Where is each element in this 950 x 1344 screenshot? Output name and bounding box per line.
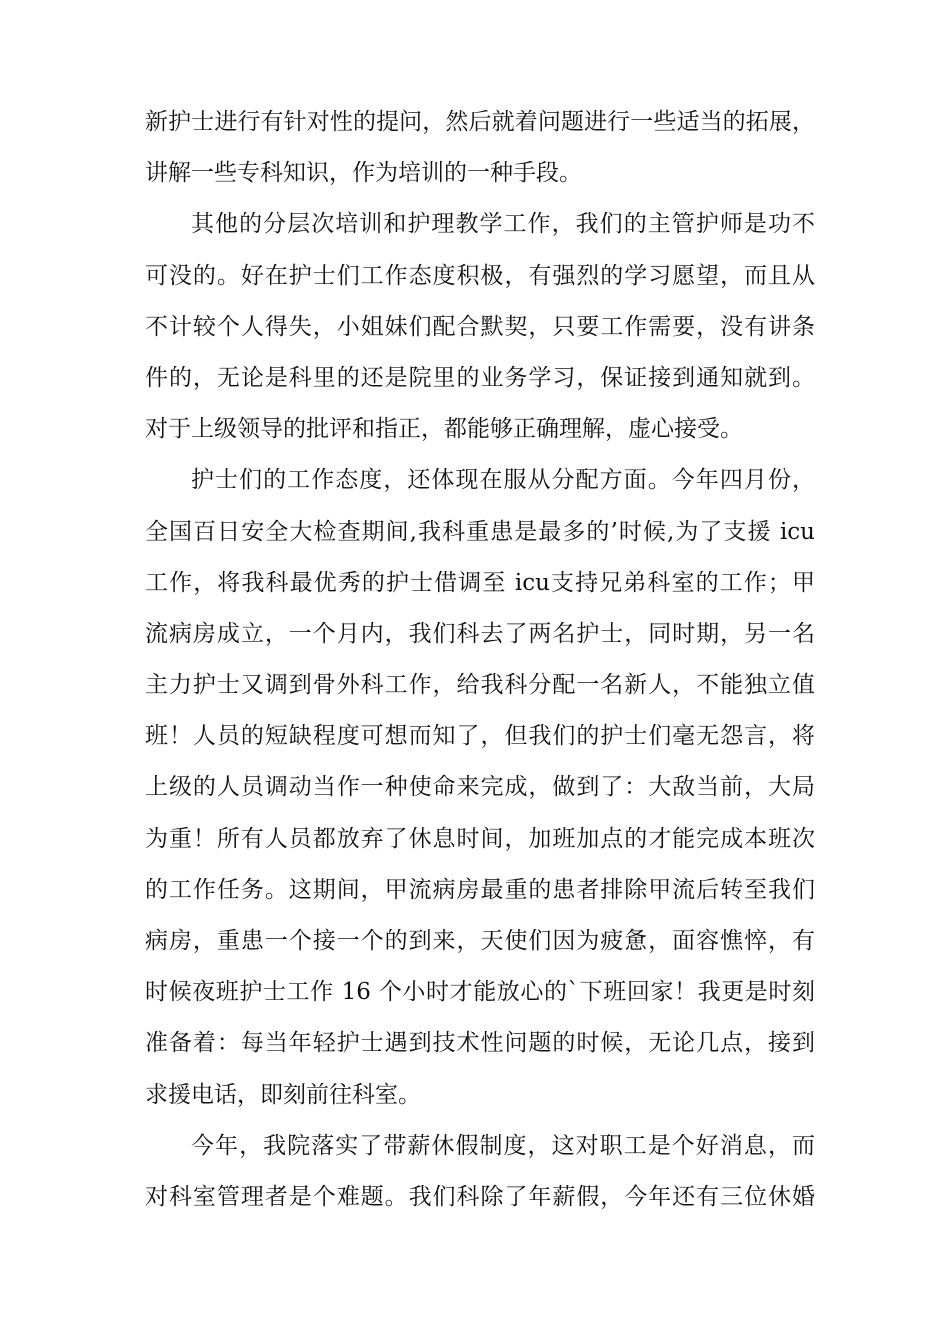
text-line: 准备着：每当年轻护士遇到技术性问题的时候，无论几点，接到 bbox=[145, 1030, 815, 1057]
text-line: 对科室管理者是个难题。我们科除了年薪假，今年还有三位休婚 bbox=[145, 1183, 815, 1210]
text-line: 其他的分层次培训和护理教学工作，我们的主管护师是功不 bbox=[191, 211, 815, 238]
paragraph-1 bbox=[145, 97, 815, 199]
text-line: 全国百日安全大检查期间,我科重患是最多的’时候,为了支援 icu bbox=[145, 518, 815, 545]
text-line: 件的，无论是科里的还是院里的业务学习，保证接到通知就到。 bbox=[145, 364, 815, 391]
text-line: 病房，重患一个接一个的到来，天使们因为疲惫，面容憔悴，有 bbox=[145, 928, 815, 954]
text-line: 今年，我院落实了带薪休假制度，这对职工是个好消息，而 bbox=[191, 1132, 815, 1159]
text-line: 上级的人员调动当作一种使命来完成，做到了：大敌当前，大局 bbox=[145, 774, 815, 801]
document-body bbox=[145, 97, 815, 1223]
text-line: 的工作任务。这期间，甲流病房最重的患者排除甲流后转至我们 bbox=[145, 876, 815, 903]
paragraph-4 bbox=[145, 1121, 815, 1223]
text-line: 班！人员的短缺程度可想而知了，但我们的护士们毫无怨言，将 bbox=[145, 723, 815, 750]
text-line: 对于上级领导的批评和指正，都能够正确理解，虚心接受。 bbox=[145, 416, 743, 443]
text-line: 为重！所有人员都放弃了休息时间，加班加点的才能完成本班次 bbox=[145, 825, 815, 852]
text-line: 流病房成立，一个月内，我们科去了两名护士，同时期，另一名 bbox=[145, 620, 815, 647]
text-line: 新护士进行有针对性的提问，然后就着问题进行一些适当的拓展， bbox=[145, 109, 815, 135]
text-line: 护士们的工作态度，还体现在服从分配方面。今年四月份， bbox=[191, 467, 815, 494]
text-line: 讲解一些专科知识，作为培训的一种手段。 bbox=[145, 160, 582, 187]
text-line: 时候夜班护士工作 16 个小时才能放心的`下班回家！我更是时刻 bbox=[145, 979, 815, 1006]
text-line: 可没的。好在护士们工作态度积极，有强烈的学习愿望，而且从 bbox=[145, 262, 815, 289]
text-line: 求援电话，即刻前往科室。 bbox=[145, 1081, 421, 1108]
paragraph-3 bbox=[145, 455, 815, 1120]
text-line: 工作，将我科最优秀的护士借调至 icu支持兄弟科室的工作；甲 bbox=[145, 569, 815, 596]
text-line: 不计较个人得失，小姐妹们配合默契，只要工作需要，没有讲条 bbox=[145, 313, 815, 340]
text-line: 主力护士又调到骨外科工作，给我科分配一名新人，不能独立值 bbox=[145, 672, 815, 699]
paragraph-2 bbox=[145, 199, 815, 455]
